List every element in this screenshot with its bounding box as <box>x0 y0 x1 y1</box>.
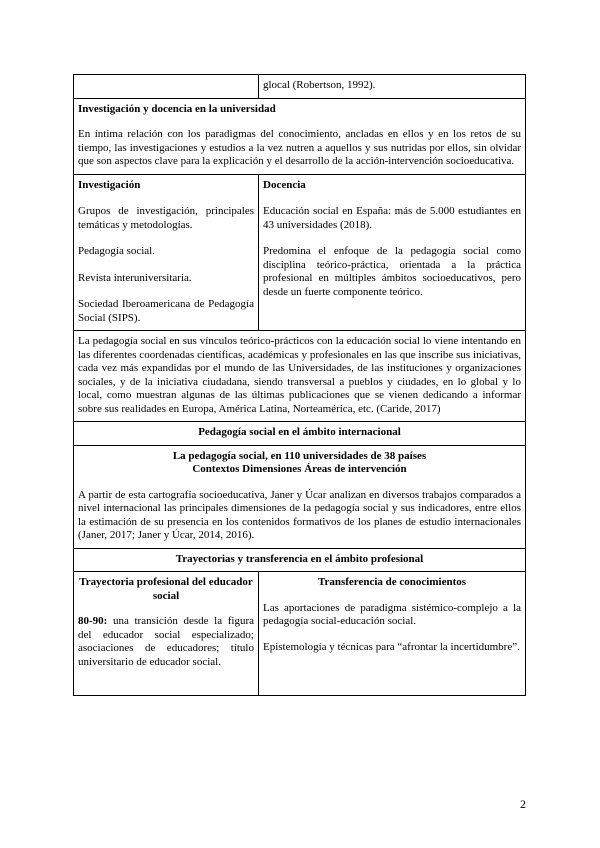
prof-content-row <box>74 572 526 696</box>
period-label: 80-90: <box>78 615 108 627</box>
intl-subtitle: La pedagogía social, en 110 universidades de 38 países <box>172 449 427 462</box>
prof-title-row <box>74 548 526 572</box>
list-item: Grupos de investigación, principales temáticas y metodologías. <box>78 205 254 231</box>
section-research-teaching <box>74 98 526 174</box>
intl-title: Pedagogía social en el ámbito internacional <box>74 422 526 446</box>
teaching-cell <box>259 174 526 331</box>
list-item: Revista interuniversitaria. <box>78 271 192 284</box>
intl-content-row <box>74 445 526 548</box>
list-item: Predomina el enfoque de la pedagogía social como disciplina teórico-práctica, orientada a la práctica profesional en múltiples ámbitos socioeducativos, pero desde un fuerte componente teórico. <box>263 245 521 298</box>
section-title: Investigación y docencia en la universidad <box>78 102 276 115</box>
prof-left-cell <box>74 572 259 696</box>
list-item: Las aportaciones de paradigma sistémico-complejo a la pedagogía social-educación social. <box>263 601 521 627</box>
row-top-left-cell <box>74 75 259 99</box>
research-heading: Investigación <box>78 178 141 191</box>
prof-left-text <box>78 615 254 669</box>
row-top <box>74 75 526 99</box>
intl-title-row <box>74 422 526 446</box>
list-item: Pedagogía social. <box>78 245 155 257</box>
intl-subtitle-2: Contextos Dimensiones Áreas de intervención <box>192 463 407 475</box>
wide-paragraph-row <box>74 331 526 422</box>
content-table <box>73 74 526 696</box>
page-number: 2 <box>520 797 526 811</box>
list-item: Sociedad Iberoamericana de Pedagogía Social (SIPS). <box>78 298 254 324</box>
row-top-right-cell: glocal (Robertson, 1992). <box>259 75 526 99</box>
prof-right-cell <box>259 572 526 696</box>
wide-paragraph: La pedagogía social en sus vínculos teórico-prácticos con la educación social lo viene intentando en las diferentes coordenadas científicas, académicas y profesionales en las que inscribe sus iniciativas, cada vez más expandidas por el mundo de las Universidades, de las instituciones y organizaciones sociales, y de la iniciativa ciudadana, siendo transversal a pueblos y ciudades, en lo global y lo local, como muestran algunas de las últimas publicaciones que se vienen dedicando a informar sobre sus realidades en Europa, América Latina, Norteamérica, etc. (Caride, 2017) <box>74 331 526 422</box>
research-teaching-row <box>74 174 526 331</box>
intl-text: A partir de esta cartografía socioeducativa, Janer y Úcar analizan en diversos trabajos comparados a nivel internacional las principales dimensiones de la pedagogía social y sus indicadores, entre ellos la estimación de su presencia en los contenidos formativos de los planes de estudio internacionales (Janer, 2017; Janer y Úcar, 2014, 2016). <box>78 488 521 541</box>
research-cell <box>74 174 259 331</box>
list-item: Epistemología y técnicas para “afrontar la incertidumbre”. <box>263 640 520 653</box>
period-text: una transición desde la figura del educador social especializado; asociaciones de educadores; título universitario de educador social. <box>78 615 254 668</box>
prof-right-heading: Transferencia de conocimientos <box>317 576 467 588</box>
prof-title: Trayectorias y transferencia en el ámbito profesional <box>74 548 526 572</box>
section-text: En íntima relación con los paradigmas del conocimiento, ancladas en ellos y en los retos de su tiempo, las investigaciones y estudios a la vez nutren a aquellos y sus nutridas por ellos, sin olvidar que son aspectos clave para la explicación y el desarrollo de la acción-intervención socioeducativa. <box>78 128 521 167</box>
prof-left-heading: Trayectoria profesional del educador social <box>79 576 253 602</box>
teaching-heading: Docencia <box>263 178 306 191</box>
list-item: Educación social en España: más de 5.000 estudiantes en 43 universidades (2018). <box>263 205 521 231</box>
